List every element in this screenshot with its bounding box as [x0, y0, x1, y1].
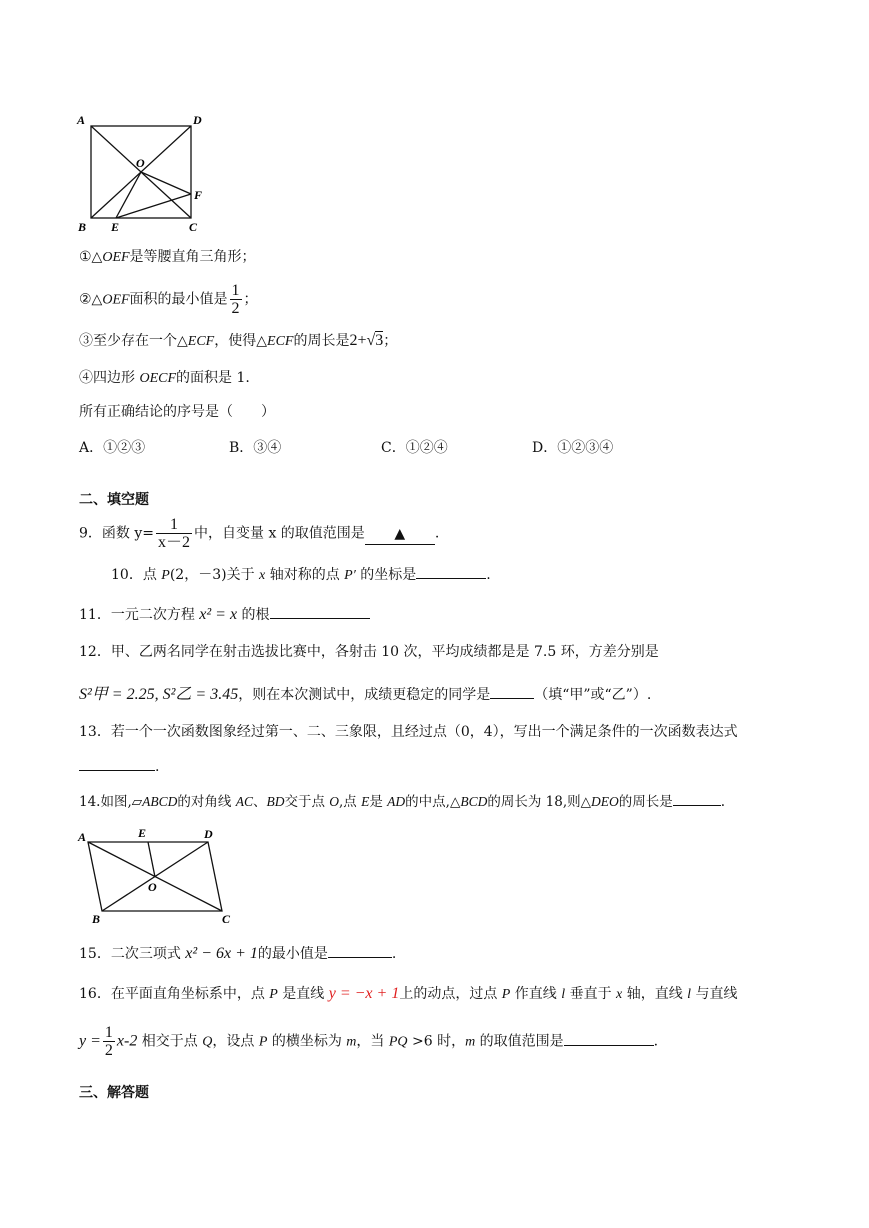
q10-answer-blank[interactable]	[416, 564, 486, 579]
q9: 9．函数 y= $\frac{1}{x-2}$ 中，自变量 x 的取值范围是 ▲ .	[79, 516, 440, 551]
q10: 10．点 P(2，－3)关于 x 轴对称的点 P′ 的坐标是 .	[111, 564, 491, 586]
q11-answer-blank[interactable]	[270, 604, 370, 619]
q13-line1: 13．若一个一次函数图象经过第一、二、三象限，且经过点（0，4），写出一个满足条件的一次函数表达式	[79, 724, 738, 740]
label-b: B	[78, 220, 87, 234]
q12-answer-blank[interactable]	[490, 684, 534, 699]
option-b[interactable]: B．③④	[229, 440, 282, 456]
q9-answer-blank[interactable]: ▲	[365, 524, 435, 545]
label-b2: B	[92, 912, 101, 925]
q8-options	[79, 438, 779, 458]
label-o: O	[136, 156, 145, 170]
q15: 15．二次三项式 x² − 6x + 1的最小值是 .	[79, 945, 397, 962]
q16-line2: y = $\frac{1}{2}$ x-2 相交于点 Q，设点 P 的横坐标为 m，当 PQ >6 时，m 的取值范围是 .	[79, 1024, 659, 1059]
label-e: E	[111, 220, 120, 234]
q16-answer-blank[interactable]	[564, 1031, 654, 1046]
q12-line1: 12．甲、乙两名同学在射击选拔比赛中，各射击 10 次，平均成绩都是是 7.5 环，方差分别是	[79, 644, 659, 660]
q14-answer-blank[interactable]	[673, 791, 721, 806]
q13-answer-blank[interactable]	[79, 756, 155, 771]
label-o2: O	[148, 880, 157, 894]
option-a[interactable]: A．①②③	[79, 440, 146, 456]
q15-answer-blank[interactable]	[328, 943, 392, 958]
q14: 14.如图,▱ABCD的对角线 AC、BD交于点 O,点 E是 AD的中点,△BCD的周长为 18,则△DEO的周长是 .	[79, 791, 725, 812]
option-d[interactable]: D．①②③④	[532, 440, 614, 456]
square-figure	[74, 110, 214, 236]
label-a: A	[77, 113, 86, 127]
label-f: F	[194, 188, 203, 202]
q8-question: 所有正确结论的序号是（ ）	[79, 404, 275, 420]
parallelogram-figure	[76, 823, 236, 925]
statement-1: ①△OEF是等腰直角三角形；	[79, 249, 256, 265]
statement-2: ②△OEF面积的最小值是 $\frac{1}{2}$ ；	[79, 282, 258, 317]
q13-line2: .	[79, 756, 159, 777]
label-a2: A	[78, 830, 87, 844]
statement-4: ④四边形 OECF的面积是 1.	[79, 370, 250, 386]
section-2-title: 二、填空题	[79, 492, 149, 508]
label-d: D	[193, 113, 202, 127]
label-e2: E	[138, 826, 147, 840]
q11: 11．一元二次方程 x² = x 的根	[79, 604, 370, 625]
label-c2: C	[222, 912, 231, 925]
label-d2: D	[204, 827, 213, 841]
option-c[interactable]: C．①②④	[381, 440, 448, 456]
q12-line2: S²甲 = 2.25, S²乙 = 3.45，则在本次测试中，成绩更稳定的同学是 （填“甲”或“乙”）.	[79, 686, 652, 703]
section-3-title: 三、解答题	[79, 1085, 149, 1101]
q16-line1: 16．在平面直角坐标系中，点 P 是直线 y = −x + 1上的动点，过点 P 作直线 l 垂直于 x 轴，直线 l 与直线	[79, 985, 738, 1002]
statement-3: ③至少存在一个△ECF，使得△ECF的周长是2+√3；	[79, 332, 398, 349]
label-c: C	[189, 220, 198, 234]
